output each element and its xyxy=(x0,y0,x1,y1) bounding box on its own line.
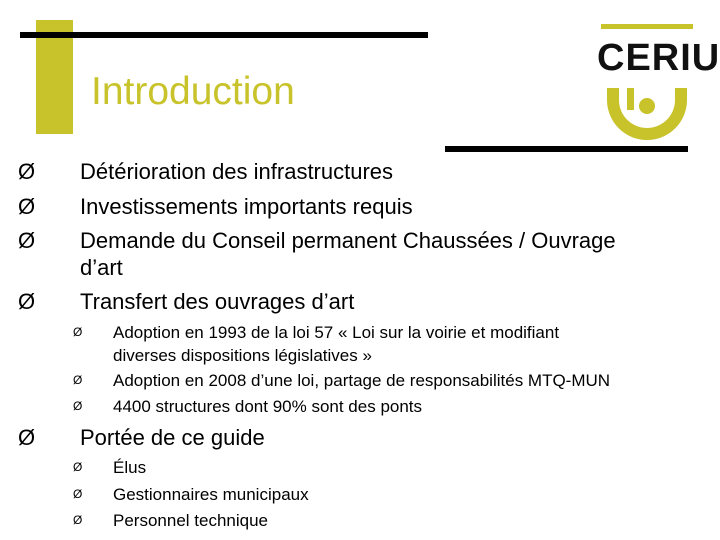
logo-rule xyxy=(445,146,688,152)
list-item: Transfert des ouvrages d’art xyxy=(80,289,355,314)
logo-top-bar xyxy=(601,24,693,29)
bullet-marker: Ø xyxy=(18,425,36,450)
sub-list-item: Élus xyxy=(113,458,147,477)
list-item: Détérioration des infrastructures xyxy=(80,159,394,184)
list-item-continuation: d’art xyxy=(80,255,123,280)
bullet-marker: Ø xyxy=(18,228,36,253)
sub-list-item: Adoption en 1993 de la loi 57 « Loi sur la voirie et modifiant xyxy=(113,323,560,342)
list-item: Demande du Conseil permanent Chaussées / Ouvrage xyxy=(80,228,616,253)
sub-list-item: 4400 structures dont 90% sont des ponts xyxy=(113,397,423,416)
list-item: Portée de ce guide xyxy=(80,425,265,450)
slide-title: Introduction xyxy=(91,70,295,113)
sub-bullet-marker: Ø xyxy=(73,325,83,339)
sub-bullet-marker: Ø xyxy=(73,373,83,387)
sub-list-item: Gestionnaires municipaux xyxy=(113,485,309,504)
sub-list-item-continuation: diverses dispositions législatives » xyxy=(113,346,372,365)
list-item: Investissements importants requis xyxy=(80,194,413,219)
bullet-marker: Ø xyxy=(18,289,36,314)
ceriu-logo xyxy=(597,22,720,142)
bullet-marker: Ø xyxy=(18,194,36,219)
logo-text: CERIU xyxy=(597,37,720,79)
title-rule xyxy=(20,32,428,38)
sub-bullet-marker: Ø xyxy=(73,513,83,527)
sub-bullet-marker: Ø xyxy=(73,487,83,501)
sub-list-item: Personnel technique xyxy=(113,511,269,530)
bullet-marker: Ø xyxy=(18,159,36,184)
sub-bullet-marker: Ø xyxy=(73,399,83,413)
sub-list-item: Adoption en 2008 d’une loi, partage de responsabilités MTQ-MUN xyxy=(113,371,611,390)
logo-emblem-icon xyxy=(597,86,697,142)
sub-bullet-marker: Ø xyxy=(73,460,83,474)
